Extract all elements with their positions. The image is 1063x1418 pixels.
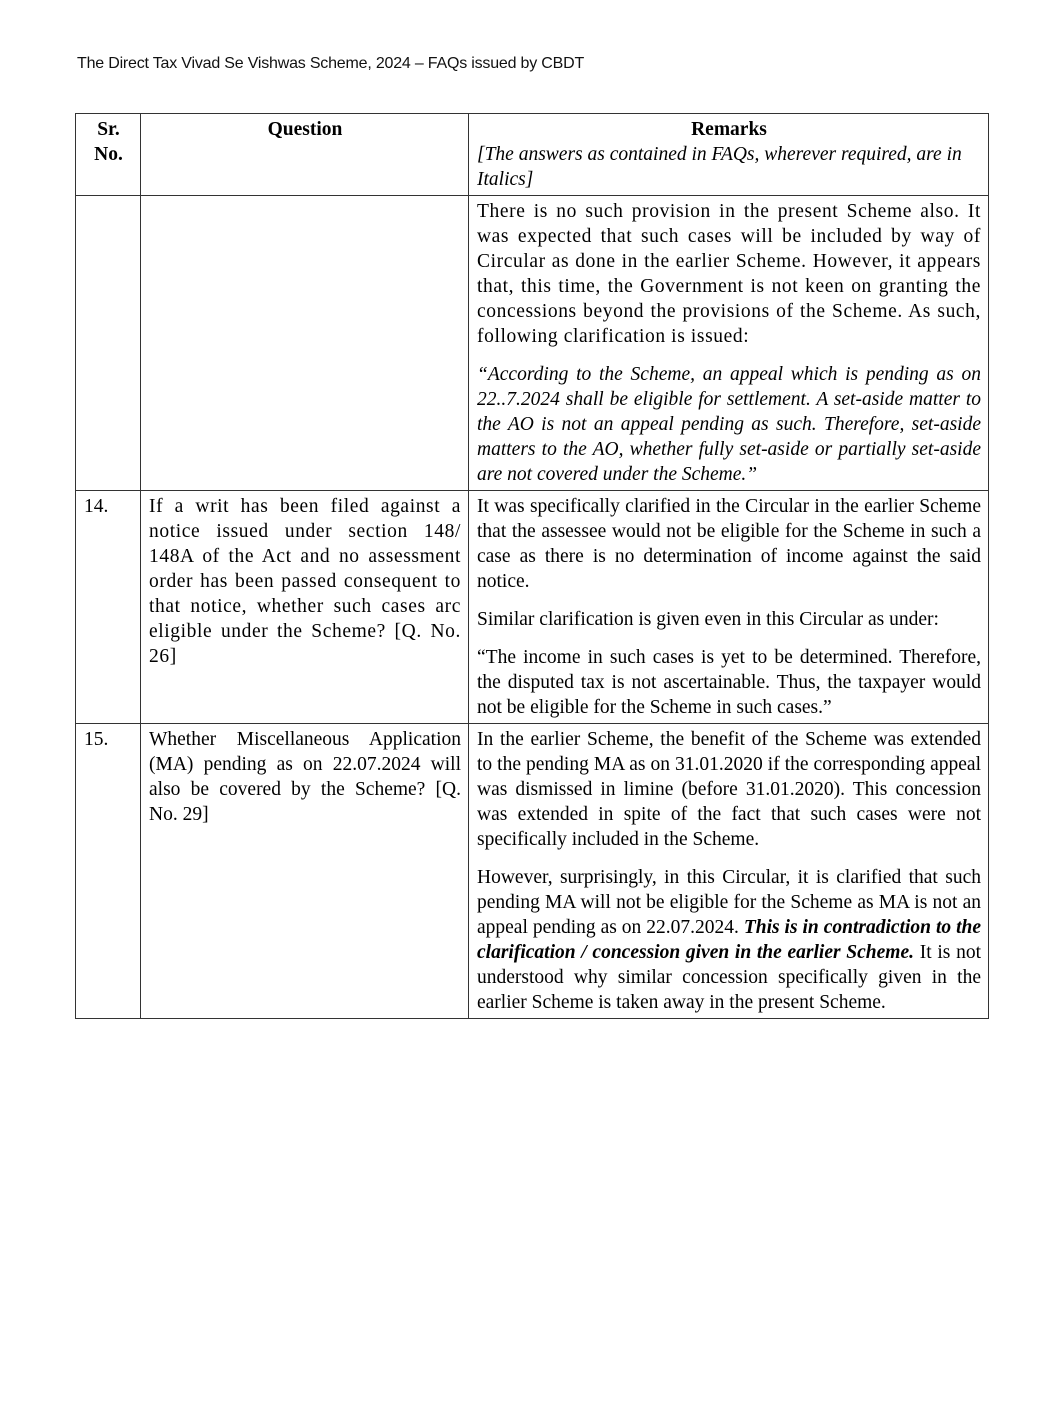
remarks-text: It is not understood why similar concession specifically given in the earlier Scheme is taken away in the present Scheme. xyxy=(477,942,981,1013)
header-remarks xyxy=(469,114,989,196)
remarks-paragraph: Similar clarification is given even in this Circular as under: xyxy=(477,609,939,630)
page-header: The Direct Tax Vivad Se Vishwas Scheme, 2024 – FAQs issued by CBDT xyxy=(77,55,585,72)
remarks-cell xyxy=(469,196,989,491)
sr-no-cell xyxy=(76,196,141,491)
remarks-text: However, surprisingly, in this Circular, it is clarified that such pending MA will not be eligible for the Scheme as MA is not an appeal pending as on 22.07.2024. xyxy=(477,867,981,938)
question-cell xyxy=(141,724,469,1019)
remarks-paragraph xyxy=(477,865,981,1015)
remarks-paragraph: It was specifically clarified in the Circular in the earlier Scheme that the assessee would not be eligible for the Scheme in such a case as there is no determination of income against the said notice. xyxy=(477,496,981,592)
remarks-paragraph: There is no such provision in the present Scheme also. It was expected that such cases will be included by way of Circular as done in the earlier Scheme. However, it appears that, this time, the Government is not keen on granting the concessions beyond the provisions of the Scheme. As such, following clarification is issued: xyxy=(477,201,981,347)
sr-no-cell: 14. xyxy=(76,491,141,724)
header-sr-no: Sr. No. xyxy=(76,114,141,196)
header-question: Question xyxy=(141,114,469,196)
table-header-row xyxy=(76,114,989,196)
sr-no-cell: 15. xyxy=(76,724,141,1019)
remarks-emphasis: This is in contradiction to the clarification / concession given in the earlier Scheme. xyxy=(477,917,981,963)
faq-answer-quote: “The income in such cases is yet to be determined. Therefore, the disputed tax is not ascertainable. Thus, the taxpayer would not be eligible for the Scheme in such cases.” xyxy=(477,647,981,718)
table-row xyxy=(76,196,989,491)
question-text: Whether Miscellaneous Application (MA) pending as on 22.07.2024 will also be covered by the Scheme? [Q. No. 29] xyxy=(149,729,461,825)
header-remarks-note: [The answers as contained in FAQs, wherever required, are in Italics] xyxy=(477,144,962,190)
faq-table xyxy=(75,113,989,1019)
remarks-paragraph: In the earlier Scheme, the benefit of the Scheme was extended to the pending MA as on 31.01.2020 if the corresponding appeal was dismissed in limine (before 31.01.2020). This concession was extended in spite of the fact that such cases were not specifically included in the Scheme. xyxy=(477,729,981,850)
faq-answer-quote: “According to the Scheme, an appeal which is pending as on 22..7.2024 shall be eligible for settlement. A set-aside matter to the AO is not an appeal pending as such. Therefore, set-aside matters to the AO, whether fully set-aside or partially set-aside are not covered under the Scheme.” xyxy=(477,364,981,485)
remarks-cell xyxy=(469,491,989,724)
header-remarks-title: Remarks xyxy=(691,119,767,140)
question-text: If a writ has been filed against a notice issued under section 148/ 148A of the Act and no assessment order has been passed consequent to that notice, whether such cases arc eligible under the Scheme? [Q. No. 26] xyxy=(149,496,461,667)
remarks-cell xyxy=(469,724,989,1019)
table-row xyxy=(76,491,989,724)
table-row xyxy=(76,724,989,1019)
question-cell xyxy=(141,491,469,724)
question-cell xyxy=(141,196,469,491)
